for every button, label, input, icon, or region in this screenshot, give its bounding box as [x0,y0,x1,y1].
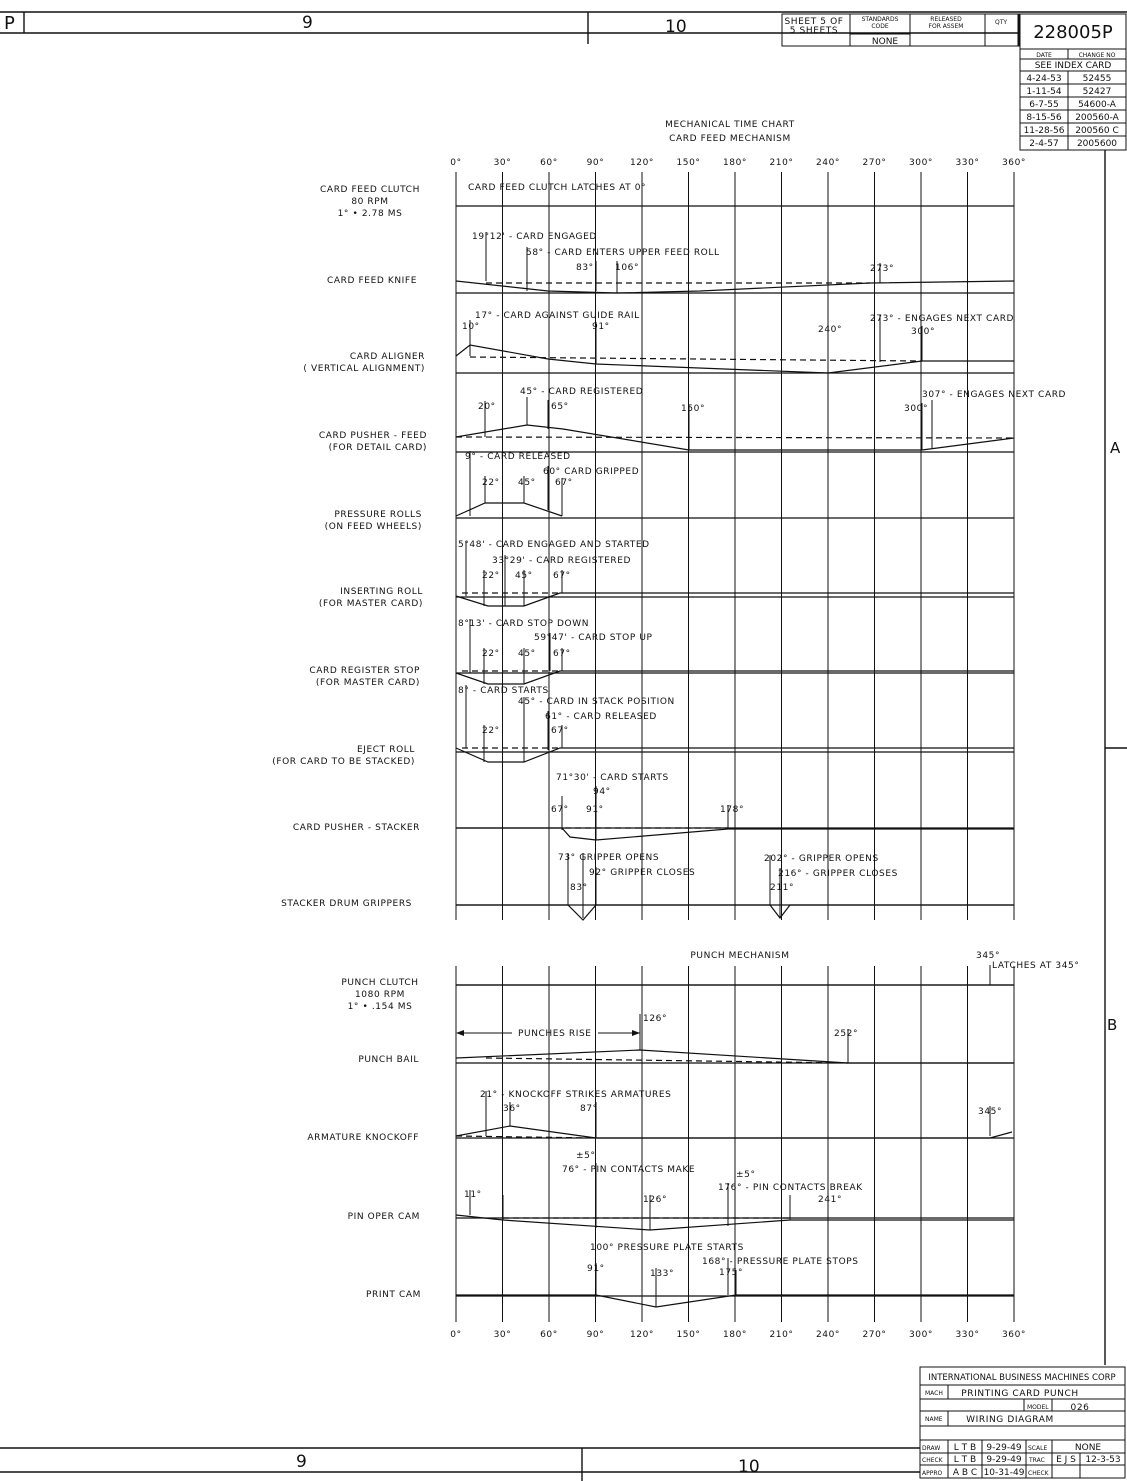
note-press-gripped: 60° CARD GRIPPED [543,467,640,477]
arrow-head [632,1030,640,1036]
note-bail-126: 126° [643,1014,668,1024]
note-stk-starts: 71°30' - CARD STARTS [556,773,669,783]
knockoff-curve [456,1126,1012,1138]
scale-label: SCALE [1028,1445,1048,1452]
note-eject-released: 61° - CARD RELEASED [545,712,657,722]
note-eject-starts: 8° - CARD STARTS [458,686,549,696]
row-label: CARD PUSHER - STACKER [292,823,420,833]
row-label: STACKER DRUM GRIPPERS [281,899,412,909]
note-grip-closes: 92° GRIPPER CLOSES [589,868,696,878]
note-aligner-91: 91° [592,322,610,332]
zone-top-10: 10 [665,17,687,37]
check-date: 9-29-49 [986,1455,1022,1465]
note-print-133: 133° [650,1269,675,1279]
note-pusher-registered: 45° - CARD REGISTERED [520,387,644,397]
zone-bottom-9: 9 [296,1452,307,1472]
zone-b: B [1107,1016,1118,1034]
row-label: (ON FEED WHEELS) [324,522,422,532]
degree-tick-top: 0° [450,158,462,168]
note-knock-strikes: 21° - KNOCKOFF STRIKES ARMATURES [480,1090,672,1100]
row-label: (FOR DETAIL CARD) [328,443,427,453]
note-stk-94: 94° [593,787,611,797]
zone-top-9: 9 [302,13,313,33]
change-date: 11-28-56 [1023,126,1065,136]
degree-tick-bottom: 360° [1001,1330,1027,1340]
note-pin-make: 76° - PIN CONTACTS MAKE [562,1165,696,1175]
appro-date: 10-31-49 [983,1468,1025,1478]
note-ins-registered: 33°29' - CARD REGISTERED [492,556,632,566]
released-label-2: FOR ASSEM [928,23,964,30]
standards-label-2: CODE [871,23,889,30]
check2-label: CHECK [1028,1470,1049,1477]
change-list [1024,74,1120,149]
degree-tick-top: 180° [722,158,748,168]
note-bail-rise: PUNCHES RISE [518,1029,592,1039]
note-aligner-300: 300° [911,327,936,337]
pressure-rolls-curve [456,503,562,516]
note-reg-22: 22° [482,649,500,659]
note-pusher-300: 300° [904,404,929,414]
change-date: 1-11-54 [1026,87,1062,97]
note-grip-opens-2: 202° - GRIPPER OPENS [764,854,879,864]
annotations [458,183,1079,1279]
degree-ticks [450,158,1026,1340]
arrow-head [456,1030,464,1036]
note-print-91: 91° [587,1264,605,1274]
scale-value: NONE [1074,1443,1102,1453]
degree-tick-bottom: 270° [862,1330,887,1340]
mach-value: PRINTING CARD PUNCH [961,1389,1079,1399]
note-knock-345: 345° [978,1107,1003,1117]
row-label: CARD ALIGNER [349,352,425,362]
title-block-bottom [920,1367,1125,1478]
note-ins-22: 22° [482,571,500,581]
note-ins-engaged: 5°48' - CARD ENGAGED AND STARTED [458,540,650,550]
degree-tick-bottom: 60° [540,1330,558,1340]
change-number: 200560 C [1075,126,1119,136]
note-stk-91: 91° [586,805,604,815]
degree-tick-bottom: 120° [629,1330,655,1340]
row-label: PIN OPER CAM [347,1212,420,1222]
note-bail-252: 252° [834,1029,859,1039]
note-knock-87: 87° [580,1104,598,1114]
note-pusher-next-card: 307° - ENGAGES NEXT CARD [922,390,1067,400]
zone-a: A [1110,439,1121,457]
note-ins-45: 45° [515,571,533,581]
note-press-22: 22° [482,478,500,488]
chart-title-2: CARD FEED MECHANISM [669,134,791,144]
trac-by: E J S [1056,1455,1076,1465]
note-reg-67: 67° [553,649,571,659]
note-grip-211: 211° [770,883,795,893]
note-press-45: 45° [518,478,536,488]
note-pin-pm1: ±5° [576,1151,596,1161]
degree-tick-top: 150° [676,158,701,168]
punch-mechanism-title: PUNCH MECHANISM [690,951,790,961]
note-press-67: 67° [555,478,573,488]
check-label: CHECK [922,1457,943,1464]
row-label: CARD REGISTER STOP [309,666,420,676]
row-label: CARD FEED CLUTCH [320,185,420,195]
standards-value: NONE [871,37,899,47]
note-knife-engaged: 19°12' - CARD ENGAGED [472,232,597,242]
note-eject-22: 22° [482,726,500,736]
note-aligner-next-card: 273° - ENGAGES NEXT CARD [870,314,1015,324]
timing-grid [456,172,1014,1322]
degree-tick-bottom: 150° [676,1330,701,1340]
note-eject-67: 67° [551,726,569,736]
note-knife-273: 273° [870,264,895,274]
change-number: 52455 [1082,74,1112,84]
change-number: 52427 [1082,87,1112,97]
row-label: 80 RPM [351,197,389,207]
note-aligner-guide-rail: 17° - CARD AGAINST GUIDE RAIL [475,311,640,321]
note-aligner-240: 240° [818,325,843,335]
corner-letter: P [4,13,15,34]
degree-tick-bottom: 180° [722,1330,748,1340]
note-eject-stack: 45° - CARD IN STACK POSITION [518,697,675,707]
trac-label: TRAC [1029,1457,1045,1464]
note-pclutch-latches: LATCHES AT 345° [992,961,1080,971]
note-pusher-65: 65° [551,402,569,412]
degree-tick-top: 60° [540,158,558,168]
degree-tick-top: 270° [862,158,887,168]
degree-tick-top: 330° [955,158,980,168]
note-knife-106: 106° [615,263,640,273]
note-grip-closes-2: 216° - GRIPPER CLOSES [778,869,898,879]
row-label: (FOR MASTER CARD) [318,599,423,609]
punch-bail-dashed [486,1058,848,1063]
note-pin-241: 241° [818,1195,843,1205]
note-grip-opens: 73° GRIPPER OPENS [558,853,660,863]
draw-date: 9-29-49 [986,1443,1022,1453]
degree-tick-top: 240° [815,158,841,168]
draw-by: L T B [953,1443,977,1453]
qty-label: QTY [994,19,1008,26]
appro-label: APPRO [922,1470,943,1477]
change-header: CHANGE NO [1078,52,1116,59]
row-label: (FOR CARD TO BE STACKED) [272,757,415,767]
note-knife-83: 83° [576,263,594,273]
name-label: NAME [925,1416,943,1423]
degree-tick-top: 210° [769,158,794,168]
degree-tick-top: 360° [1001,158,1027,168]
note-ins-67: 67° [553,571,571,581]
degree-tick-top: 120° [629,158,655,168]
note-pusher-150: 150° [681,404,706,414]
row-labels [272,185,427,1300]
row-label: CARD FEED KNIFE [327,276,417,286]
trac-date: 12-3-53 [1085,1455,1121,1465]
row-label: 1080 RPM [354,990,406,1000]
note-reg-down: 8°13' - CARD STOP DOWN [458,619,590,629]
change-number: 54600-A [1078,100,1116,110]
row-label: PRESSURE ROLLS [334,510,422,520]
note-stk-178: 178° [720,805,745,815]
row-label: ( VERTICAL ALIGNMENT) [303,364,425,374]
note-pin-break: 176° - PIN CONTACTS BREAK [718,1183,863,1193]
change-date: 4-24-53 [1026,74,1062,84]
check-by: L T B [953,1455,977,1465]
note-pusher-20: 20° [478,402,496,412]
note-print-stops: 168° - PRESSURE PLATE STOPS [702,1257,859,1267]
note-pclutch-345: 345° [976,951,1001,961]
row-label: ARMATURE KNOCKOFF [307,1133,419,1143]
standards-label-1: STANDARDS [861,16,899,23]
degree-tick-top: 90° [586,158,605,168]
change-date: 8-15-56 [1026,113,1062,123]
degree-tick-top: 300° [908,158,934,168]
row-label: INSERTING ROLL [340,587,423,597]
change-date: 2-4-57 [1029,139,1059,149]
date-header: DATE [1036,52,1052,59]
title-block-top [782,14,1126,150]
degree-tick-bottom: 30° [493,1330,512,1340]
change-date: 6-7-55 [1029,100,1059,110]
row-label: PUNCH CLUTCH [341,978,419,988]
model-label: MODEL [1027,1404,1049,1411]
released-label-1: RELEASED [930,16,962,23]
drawing-number: 228005P [1033,22,1113,43]
note-press-released: 9° - CARD RELEASED [465,452,571,462]
note-pin-11: 11° [464,1190,482,1200]
change-number: 2005600 [1076,139,1118,149]
row-label: 1° • .154 MS [347,1002,413,1012]
degree-tick-bottom: 240° [815,1330,841,1340]
sheet-count-2: 5 SHEETS [789,26,839,36]
change-number: 200560-A [1075,113,1119,123]
note-print-175: 175° [719,1268,744,1278]
note-reg-up: 59°47' - CARD STOP UP [534,633,653,643]
model-value: 026 [1070,1403,1090,1413]
note-knife-upper-roll: 58° - CARD ENTERS UPPER FEED ROLL [526,248,720,258]
company-name: INTERNATIONAL BUSINESS MACHINES CORP [928,1373,1116,1383]
row-label: PRINT CAM [365,1290,421,1300]
row-label: CARD PUSHER - FEED [318,431,427,441]
see-index-card: SEE INDEX CARD [1034,61,1112,71]
note-aligner-10: 10° [462,322,480,332]
note-print-starts: 100° PRESSURE PLATE STARTS [590,1243,744,1253]
row-label: 1° • 2.78 MS [337,209,403,219]
degree-tick-bottom: 90° [586,1330,605,1340]
appro-by: A B C [952,1468,978,1478]
degree-tick-bottom: 210° [769,1330,794,1340]
degree-tick-bottom: 300° [908,1330,934,1340]
zone-bottom-10: 10 [738,1457,760,1477]
note-reg-45: 45° [518,649,536,659]
row-label: PUNCH BAIL [358,1055,419,1065]
note-pin-pm2: ±5° [736,1170,756,1180]
degree-tick-bottom: 330° [955,1330,980,1340]
chart-title-1: MECHANICAL TIME CHART [665,120,795,130]
note-knock-36: 36° [503,1104,521,1114]
degree-tick-top: 30° [493,158,512,168]
note-clutch: CARD FEED CLUTCH LATCHES AT 0° [468,183,647,193]
sheet-count-1: SHEET 5 OF [784,17,844,27]
note-pin-126: 126° [643,1195,668,1205]
mach-label: MACH [925,1390,943,1397]
row-label: (FOR MASTER CARD) [315,678,420,688]
note-stk-67: 67° [551,805,569,815]
note-grip-83: 83° [570,883,588,893]
degree-tick-bottom: 0° [450,1330,462,1340]
row-label: EJECT ROLL [356,745,415,755]
draw-label: DRAW [922,1445,941,1452]
name-value: WIRING DIAGRAM [966,1415,1054,1425]
